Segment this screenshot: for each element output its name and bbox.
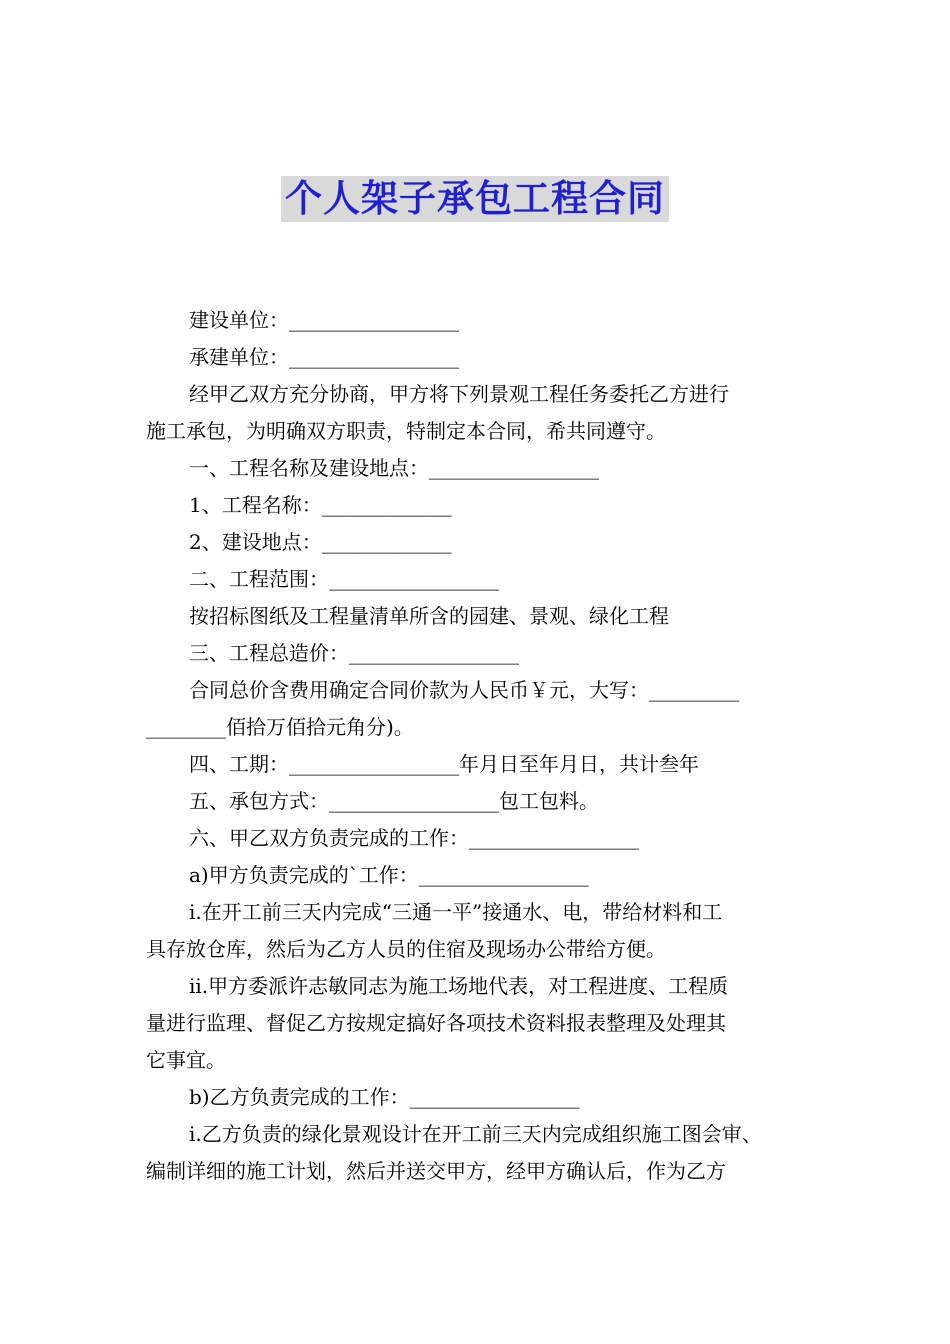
paragraph-line: 经甲乙双方充分协商，甲方将下列景观工程任务委托乙方进行 — [189, 382, 729, 406]
document-body — [146, 302, 810, 1190]
title-container — [0, 176, 950, 222]
paragraph-line: 四、工期：_________________年月日至年月日，共计叁年 — [189, 752, 699, 776]
paragraph-line: b)乙方负责完成的工作：_________________ — [189, 1085, 580, 1109]
paragraph-line: 具存放仓库，然后为乙方人员的住宿及现场办公带给方便。 — [146, 937, 666, 961]
paragraph-line: 按招标图纸及工程量清单所含的园建、景观、绿化工程 — [189, 604, 669, 628]
paragraph-line: 承建单位：_________________ — [189, 345, 459, 369]
paragraph-line: 1、工程名称：_____________ — [189, 493, 452, 517]
paragraph-line: i.在开工前三天内完成“三通一平”接通水、电，带给材料和工 — [189, 900, 723, 924]
paragraph-line: 2、建设地点：_____________ — [189, 530, 452, 554]
paragraph-line: a)甲方负责完成的`工作：_________________ — [189, 863, 589, 887]
paragraph-line: 三、工程总造价：_________________ — [189, 641, 519, 665]
paragraph-line: 它事宜。 — [146, 1048, 226, 1072]
paragraph-line: 五、承包方式：_________________包工包料。 — [189, 789, 599, 813]
paragraph-line: ________佰拾万佰拾元角分)。 — [146, 715, 414, 739]
paragraph-line: 一、工程名称及建设地点：_________________ — [189, 456, 599, 480]
paragraph-line: ii.甲方委派许志敏同志为施工场地代表，对工程进度、工程质 — [189, 974, 729, 998]
paragraph-line: 合同总价含费用确定合同价款为人民币￥元，大写：_________ — [189, 678, 739, 702]
paragraph-line: 建设单位：_________________ — [189, 308, 459, 332]
paragraph-line: 编制详细的施工计划，然后并送交甲方，经甲方确认后，作为乙方 — [146, 1159, 726, 1183]
document-title: 个人架子承包工程合同 — [281, 176, 669, 222]
paragraph-line: 量进行监理、督促乙方按规定搞好各项技术资料报表整理及处理其 — [146, 1011, 726, 1035]
paragraph-line: i.乙方负责的绿化景观设计在开工前三天内完成组织施工图会审、 — [189, 1122, 762, 1146]
paragraph-line: 六、甲乙双方负责完成的工作：_________________ — [189, 826, 639, 850]
paragraph-line: 二、工程范围：_________________ — [189, 567, 499, 591]
paragraph-line: 施工承包，为明确双方职责，特制定本合同，希共同遵守。 — [146, 419, 666, 443]
